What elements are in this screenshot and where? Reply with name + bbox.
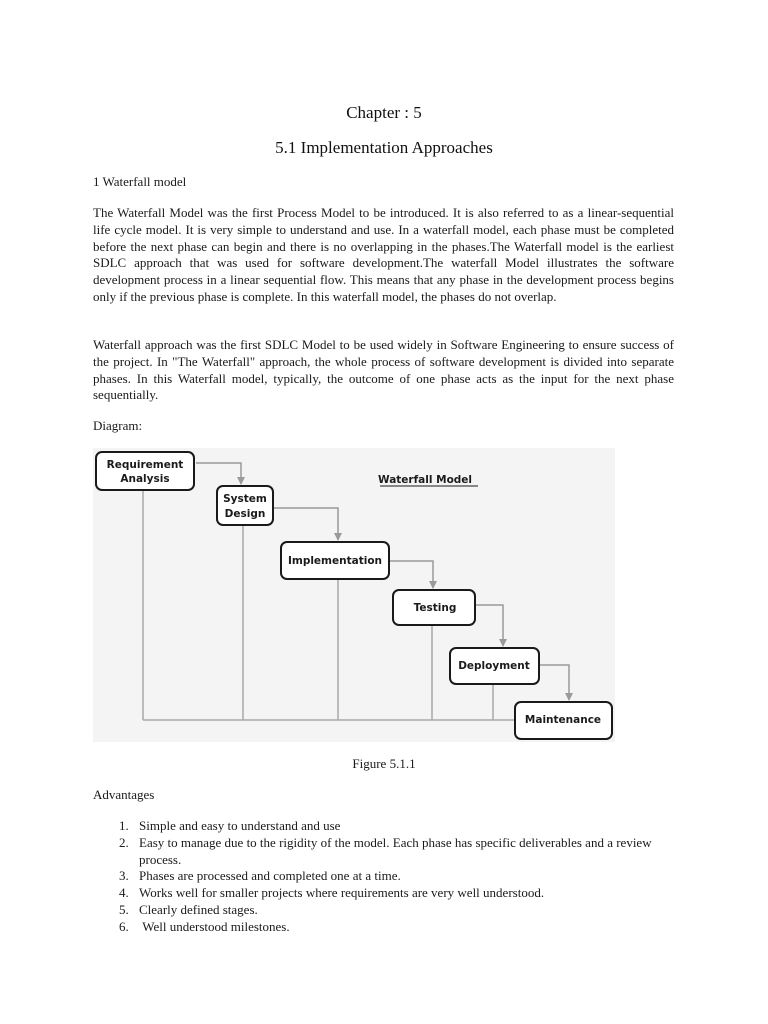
phase-requirement-analysis [96, 452, 194, 490]
paragraph-approach: Waterfall approach was the first SDLC Model to be used widely in Software Engineering to ensure success of the project. In "The Waterfall" approach, the whole process of software development is divided into separate phases. In this Waterfall model, typically, the outcome of one phase acts as the input for the next phase sequentially. [93, 337, 674, 403]
list-number: 4. [119, 885, 129, 901]
phase-label: Deployment [458, 660, 530, 672]
phase-label: Analysis [120, 473, 170, 485]
phase-label: Design [224, 508, 266, 520]
list-item [93, 919, 683, 936]
list-item [93, 835, 683, 869]
section-title: 5.1 Implementation Approaches [275, 138, 493, 157]
waterfall-diagram-svg [93, 448, 615, 742]
diagram-label: Diagram: [93, 418, 143, 433]
list-number: 1. [119, 818, 129, 833]
phase-maintenance [515, 702, 612, 739]
list-number: 5. [119, 901, 129, 917]
list-item [93, 818, 683, 835]
phase-implementation [281, 542, 389, 579]
chapter-title: Chapter : 5 [346, 103, 422, 122]
list-text: Works well for smaller projects where requirements are very well understood. [139, 885, 545, 901]
list-item [93, 868, 683, 885]
list-text: Phases are processed and completed one at a time. [139, 868, 401, 884]
list-text: Clearly defined stages. [139, 901, 258, 917]
list-number: 3. [119, 868, 129, 884]
advantages-list [93, 818, 683, 936]
list-text: Well understood milestones. [139, 918, 290, 934]
phase-label: Implementation [287, 555, 383, 567]
list-text: Easy to manage due to the rigidity of the model. Each phase has specific deliverables and a review process. [139, 834, 652, 867]
subheading-waterfall-model: 1 Waterfall model [93, 174, 187, 189]
list-number: 2. [119, 834, 129, 850]
phase-testing [393, 590, 475, 625]
phase-system-design [217, 486, 273, 525]
arrow-deployment-to-maintenance [539, 665, 569, 700]
waterfall-diagram [93, 448, 615, 742]
list-text: Simple and easy to understand and use [139, 818, 341, 833]
arrow-design-to-implementation [273, 508, 338, 540]
phase-label: Requirement [106, 459, 184, 471]
list-item [93, 885, 683, 902]
arrow-testing-to-deployment [475, 605, 503, 646]
list-item [93, 902, 683, 919]
phase-label: Maintenance [524, 714, 602, 726]
list-number: 6. [119, 918, 129, 934]
phase-label: Testing [413, 602, 457, 614]
figure-caption: Figure 5.1.1 [352, 756, 416, 771]
advantages-heading: Advantages [93, 787, 155, 802]
phase-deployment [450, 648, 539, 684]
phase-label: System [223, 493, 267, 505]
diagram-title: Waterfall Model [378, 474, 473, 486]
arrow-implementation-to-testing [390, 561, 433, 588]
arrow-requirement-to-design [196, 463, 241, 484]
paragraph-intro: The Waterfall Model was the first Process Model to be introduced. It is also referred to as a linear-sequential life cycle model. It is very simple to understand and use. In a waterfall model, each phase must be completed before the next phase can begin and there is no overlapping in the phases.The Waterfall model is the earliest SDLC approach that was used for software development.The waterfall Model illustrates the software development process in a linear sequential flow. This means that any phase in the development process begins only if the previous phase is complete. In this waterfall model, the phases do not overlap. [93, 205, 674, 304]
